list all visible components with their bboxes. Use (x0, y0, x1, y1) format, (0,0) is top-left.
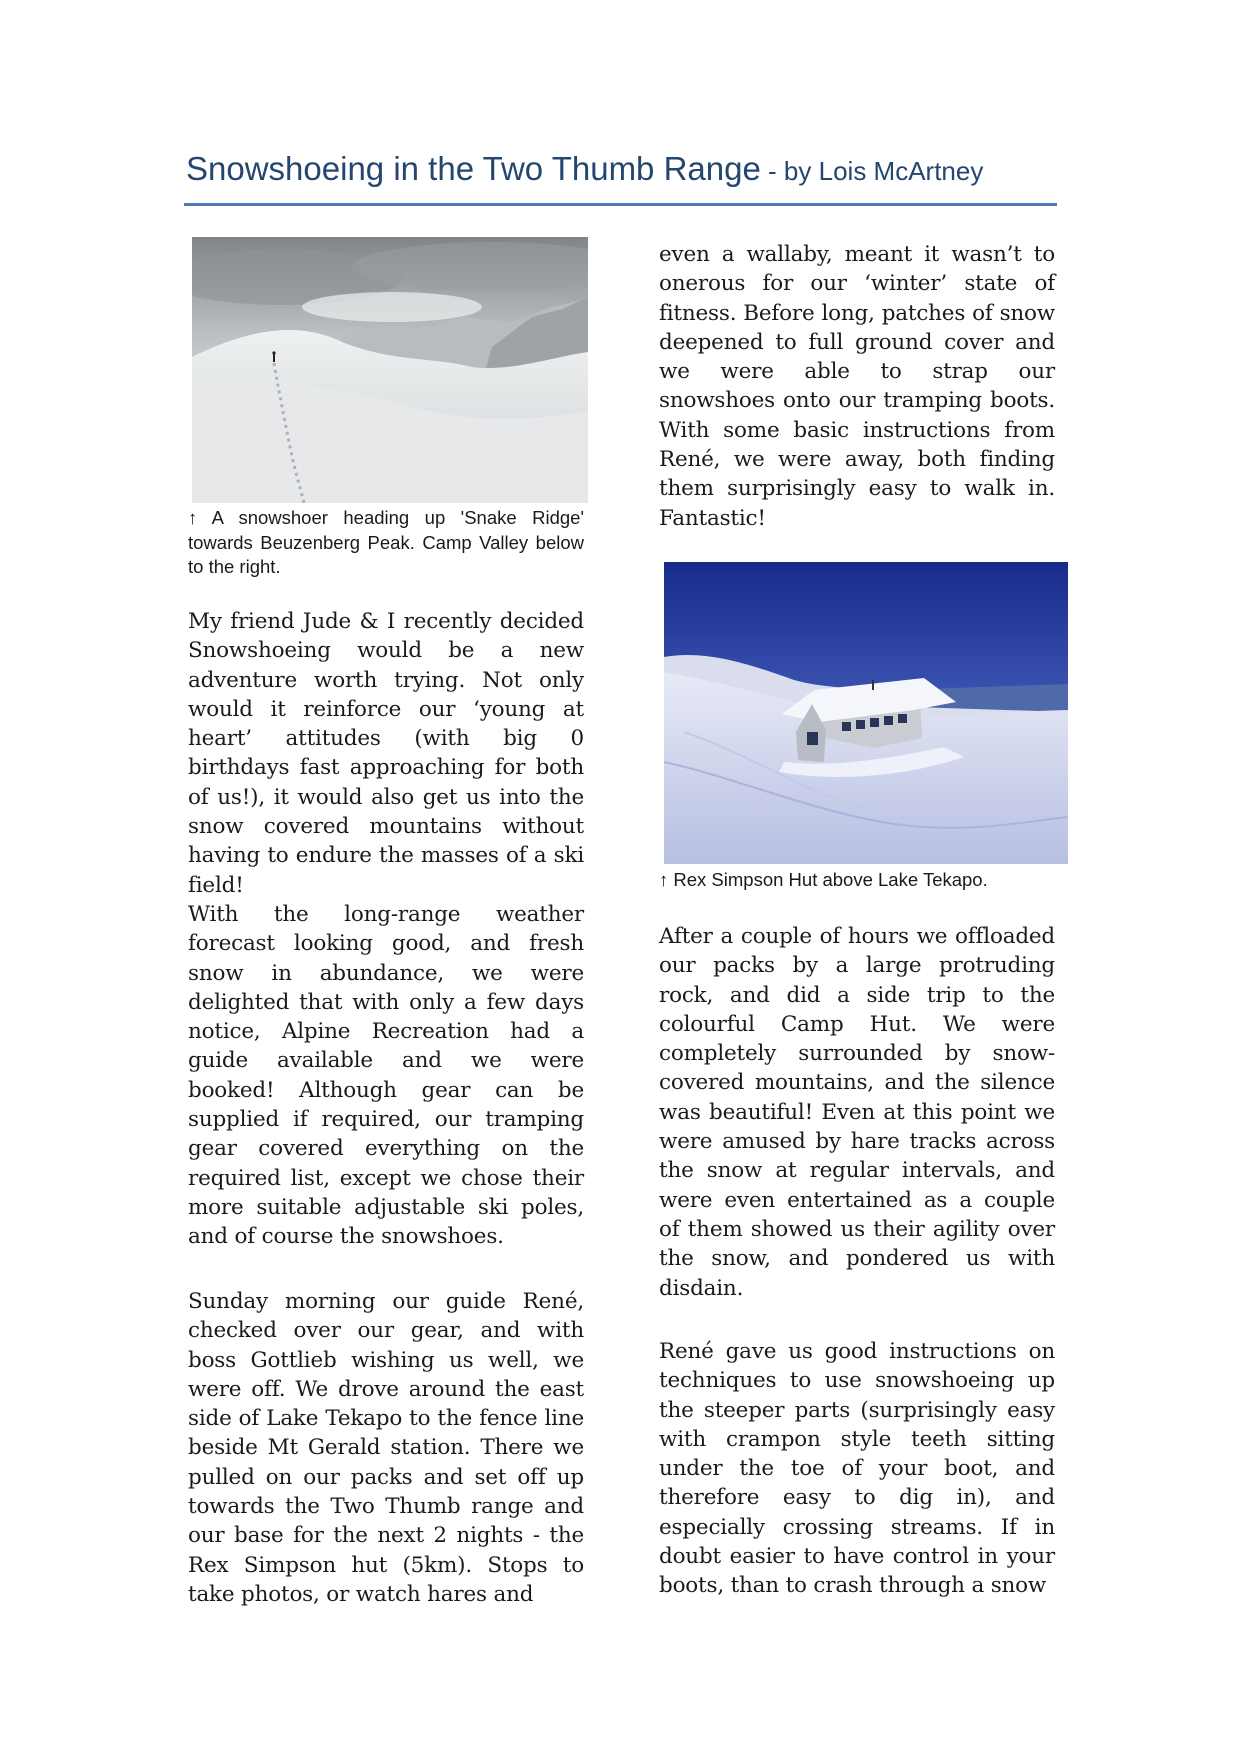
paragraph-3: Sunday morning our guide René, checked over our gear, and with boss Gottlieb wishing us well, we were off. We drove around the east side of Lake Tekapo to the fence line beside Mt Gerald station. There we pulled on our packs and set off up towards the Two Thumb range and our base for the next 2 nights - the Rex Simpson hut (5km). Stops to take photos, or watch hares and (188, 1289, 584, 1607)
title-text: Snowshoeing in the Two Thumb Range (186, 150, 761, 187)
photo-rex-simpson-hut (664, 562, 1068, 864)
article-title (186, 150, 983, 188)
paragraph-6: René gave us good instructions on techniques to use snowshoeing up the steeper parts (surprisingly easy with crampon style teeth sitting under the toe of your boot, and therefore easy to dig in), and especially crossing streams. If in doubt easier to have control in your boots, than to crash through a snow (659, 1339, 1055, 1599)
photo-caption-2: ↑ Rex Simpson Hut above Lake Tekapo. (659, 869, 988, 890)
photo-caption-1: ↑ A snowshoer heading up 'Snake Ridge' towards Beuzenberg Peak. Camp Valley below to the right. (188, 507, 584, 577)
paragraph-4: even a wallaby, meant it wasn’t to onerous for our ‘winter’ state of fitness. Before long, patches of snow deepened to full ground cover and we were able to strap our snowshoes onto our tramping boots. With some basic instructions from René, we were away, both finding them surprisingly easy to walk in. Fantastic! (659, 242, 1055, 531)
paragraph-2: With the long-range weather forecast looking good, and fresh snow in abundance, we were delighted that with only a few days notice, Alpine Recreation had a guide available and we were booked! Although gear can be supplied if required, our tramping gear covered everything on the required list, except we chose their more suitable adjustable ski poles, and of course the snowshoes. (188, 902, 584, 1250)
paragraph-1: My friend Jude & I recently decided Snowshoeing would be a new adventure worth trying. Not only would it reinforce our ‘young at heart’ attitudes (with big 0 birthdays fast approaching for both of us!), it would also get us into the snow covered mountains without having to endure the masses of a ski field! (188, 609, 584, 898)
byline: - by Lois McArtney (760, 156, 984, 186)
paragraph-5: After a couple of hours we offloaded our packs by a large protruding rock, and did a side trip to the colourful Camp Hut. We were completely surrounded by snow-covered mountains, and the silence was beautiful! Even at this point we were amused by hare tracks across the snow at regular intervals, and were even entertained as a couple of them showed us their agility over the snow, and pondered us with disdain. (659, 924, 1055, 1301)
title-underline (184, 203, 1057, 206)
photo-snake-ridge (192, 237, 588, 503)
